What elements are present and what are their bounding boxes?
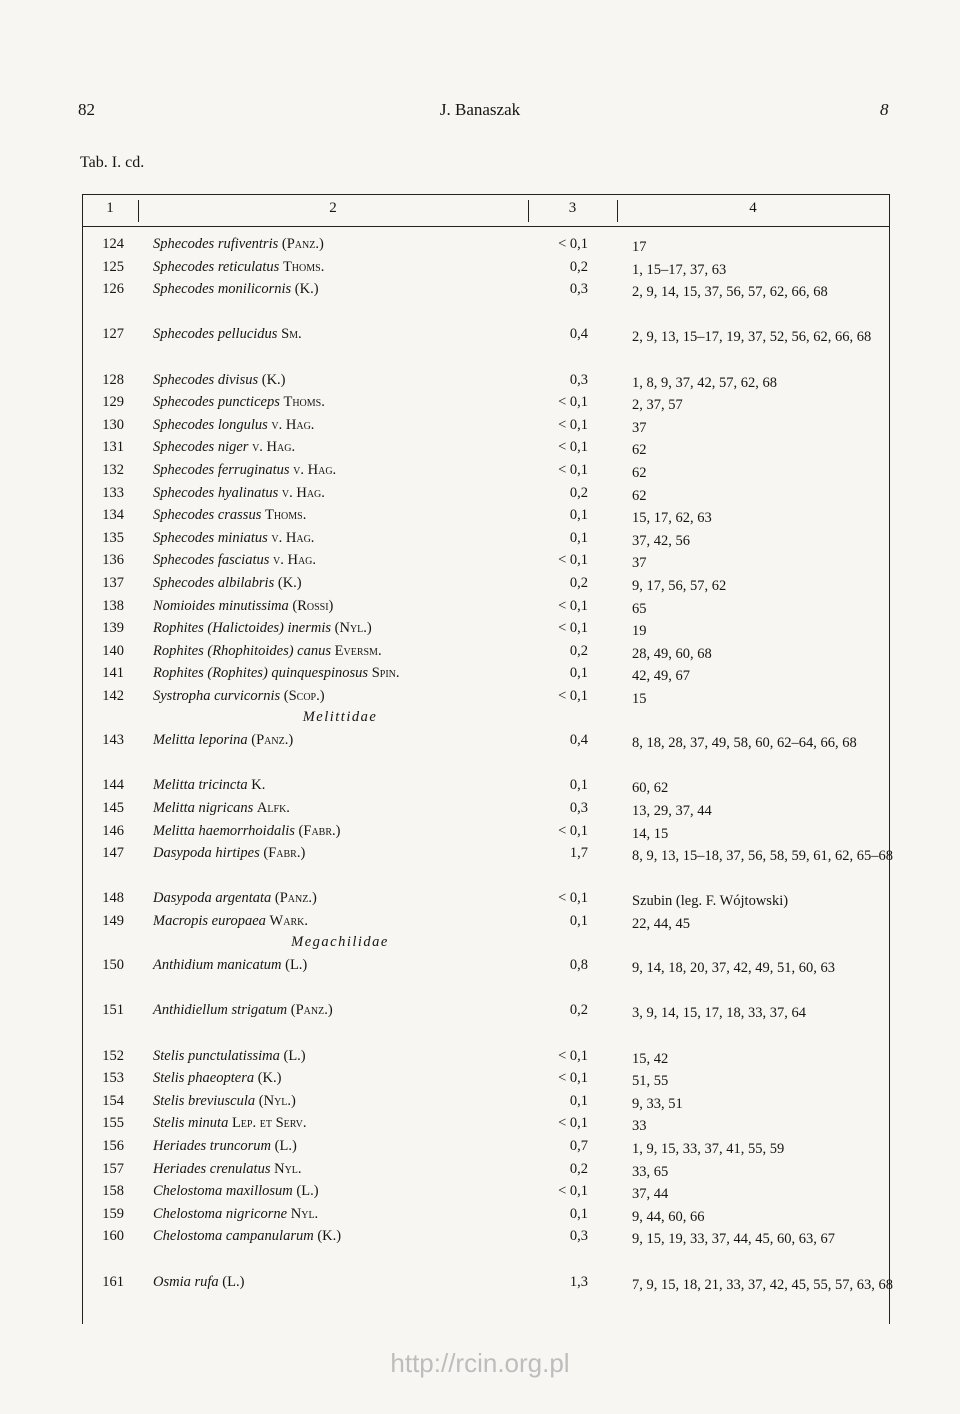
species-name (153, 552, 533, 569)
row-number: 156 (102, 1138, 124, 1154)
species-author: v. Hag. (271, 416, 315, 433)
row-number: 124 (102, 236, 124, 252)
species-author: Sm. (281, 326, 302, 343)
row-number: 158 (102, 1183, 124, 1200)
species-name (153, 439, 533, 456)
locality-list: 62 (632, 487, 647, 504)
species-binomial: Heriades truncorum (153, 1138, 272, 1154)
abundance-value: 0,8 (569, 957, 588, 974)
species-binomial: Melitta leporina (153, 732, 248, 749)
row-number: 155 (102, 1115, 124, 1132)
locality-list: 14, 15 (632, 825, 669, 842)
abundance-value: 0,1 (569, 913, 588, 929)
locality-list: 15, 42 (632, 1050, 669, 1067)
species-author: (Panz.) (281, 236, 324, 252)
row-number: 125 (102, 258, 124, 275)
abundance-value: 0,3 (569, 800, 588, 816)
locality-list: 8, 18, 28, 37, 49, 58, 60, 62–64, 66, 68 (632, 735, 857, 752)
species-name (153, 1206, 533, 1223)
species-author: Wark. (269, 913, 308, 929)
species-name (153, 236, 533, 253)
species-binomial: Stelis punctulatissima (153, 1047, 280, 1064)
table-row (0, 845, 960, 867)
abundance-value: < 0,1 (558, 890, 588, 907)
locality-list: 9, 17, 56, 57, 62 (632, 578, 727, 594)
row-number: 147 (102, 845, 124, 862)
locality-list: 51, 55 (632, 1073, 669, 1090)
table-row (0, 552, 960, 574)
table-row (0, 1093, 960, 1115)
species-binomial: Rophites (Rhophitoides) canus (153, 642, 332, 659)
species-author: (L.) (283, 1047, 306, 1064)
species-binomial: Systropha curvicornis (153, 688, 281, 704)
species-author: (L.) (296, 1183, 319, 1200)
abundance-value: < 0,1 (558, 552, 588, 569)
abundance-value: < 0,1 (558, 1183, 588, 1200)
locality-list: 9, 44, 60, 66 (632, 1208, 705, 1225)
row-number: 143 (102, 732, 124, 749)
species-author: K. (251, 777, 266, 794)
abundance-value: 0,1 (569, 777, 588, 794)
abundance-value: 0,1 (569, 1205, 588, 1222)
species-author: (Panz.) (290, 1002, 333, 1019)
species-name (153, 913, 533, 930)
locality-list: 22, 44, 45 (632, 916, 690, 932)
row-number: 135 (102, 529, 124, 546)
abundance-value: 0,1 (569, 507, 588, 524)
footer-watermark-url: http://rcin.org.pl (390, 1348, 570, 1378)
locality-list: 60, 62 (632, 780, 669, 797)
table-row (0, 957, 960, 979)
species-name (153, 462, 533, 479)
table-row (0, 1228, 960, 1250)
row-number: 140 (102, 642, 124, 659)
species-name (153, 372, 533, 389)
table-row (0, 665, 960, 687)
species-binomial: Sphecodes hyalinatus (153, 484, 279, 501)
species-name (153, 281, 533, 298)
species-author: (K.) (257, 1070, 282, 1087)
abundance-value: 1,7 (569, 845, 588, 862)
species-name (153, 1048, 533, 1065)
locality-list: 7, 9, 15, 18, 21, 33, 37, 42, 45, 55, 57, 63, 68 (632, 1276, 893, 1293)
species-name (153, 1228, 533, 1245)
row-number: 131 (102, 439, 124, 456)
abundance-value: < 0,1 (558, 394, 588, 411)
row-number: 159 (102, 1205, 124, 1222)
locality-list: 17 (632, 239, 647, 255)
table-row (0, 890, 960, 912)
abundance-value: 0,2 (569, 258, 588, 275)
row-number: 148 (102, 890, 124, 907)
abundance-value: < 0,1 (558, 597, 588, 614)
species-name (153, 598, 533, 615)
locality-list: 33, 65 (632, 1163, 669, 1180)
species-binomial: Melitta nigricans (153, 800, 254, 816)
species-author: (L.) (274, 1138, 297, 1154)
species-name (153, 620, 533, 637)
abundance-value: 0,2 (569, 1002, 588, 1019)
abundance-value: 0,1 (569, 529, 588, 546)
species-author: (Panz.) (274, 890, 317, 907)
species-author: Spin. (371, 665, 400, 682)
abundance-value: < 0,1 (558, 416, 588, 433)
abundance-value: < 0,1 (558, 688, 588, 704)
family-heading-row (0, 934, 960, 956)
species-binomial: Sphecodes longulus (153, 416, 268, 433)
row-number: 130 (102, 416, 124, 433)
species-name (153, 507, 533, 524)
species-binomial: Sphecodes miniatus (153, 529, 268, 546)
column-header-3: 3 (568, 200, 577, 216)
species-binomial: Melitta haemorrhoidalis (153, 822, 295, 839)
table-row (0, 1002, 960, 1024)
species-name (153, 1002, 533, 1019)
row-number: 161 (102, 1273, 124, 1290)
species-binomial: Macropis europaea (153, 913, 266, 929)
table-row (0, 620, 960, 642)
species-binomial: Osmia rufa (153, 1273, 219, 1290)
locality-list: 15, 17, 62, 63 (632, 510, 712, 527)
column-header-2: 2 (329, 200, 337, 216)
row-number: 146 (102, 822, 124, 839)
species-binomial: Chelostoma campanularum (153, 1228, 314, 1245)
table-row (0, 530, 960, 552)
abundance-value: 0,1 (569, 1092, 588, 1109)
locality-list: 62 (632, 442, 647, 459)
species-binomial: Dasypoda hirtipes (153, 845, 260, 862)
table-row (0, 236, 960, 258)
table-caption: Tab. I. cd. (80, 154, 145, 171)
species-name (153, 777, 533, 794)
row-number: 153 (102, 1070, 124, 1087)
species-name (153, 957, 533, 974)
species-binomial: Anthidiellum strigatum (153, 1002, 288, 1019)
table-row (0, 732, 960, 754)
species-name (153, 890, 533, 907)
table-row (0, 643, 960, 665)
species-binomial: Sphecodes reticulatus (153, 258, 280, 275)
species-binomial: Sphecodes niger (153, 439, 249, 456)
abundance-value: 0,2 (569, 575, 588, 591)
table-row (0, 1048, 960, 1070)
species-name (153, 1138, 533, 1155)
species-name (153, 1161, 533, 1178)
table-top-rule (82, 194, 890, 195)
abundance-value: 0,3 (569, 281, 588, 298)
species-author: v. Hag. (281, 484, 325, 501)
table-row (0, 777, 960, 799)
species-name (153, 394, 533, 411)
column-header-1: 1 (106, 200, 114, 216)
locality-list: 2, 9, 14, 15, 37, 56, 57, 62, 66, 68 (632, 284, 828, 301)
row-number: 126 (102, 281, 124, 298)
species-binomial: Stelis phaeoptera (153, 1070, 255, 1087)
abundance-value: 0,3 (569, 371, 588, 388)
locality-list: 9, 33, 51 (632, 1095, 683, 1112)
locality-list: 9, 14, 18, 20, 37, 42, 49, 51, 60, 63 (632, 960, 835, 977)
species-binomial: Nomioides minutissima (153, 597, 289, 614)
table-row (0, 1161, 960, 1183)
abundance-value: 0,4 (569, 732, 588, 749)
species-binomial: Chelostoma nigricorne (153, 1205, 288, 1222)
species-name (153, 417, 533, 434)
species-author: Thoms. (264, 507, 307, 524)
abundance-value: 1,3 (569, 1273, 588, 1290)
locality-list: 2, 9, 13, 15–17, 19, 37, 52, 56, 62, 66, 68 (632, 329, 872, 346)
species-binomial: Anthidium manicatum (153, 957, 282, 974)
species-binomial: Rophites (Halictoides) inermis (153, 620, 332, 637)
row-number: 133 (102, 484, 124, 501)
row-number: 145 (102, 800, 124, 816)
table-row (0, 1115, 960, 1137)
abundance-value: 0,3 (569, 1228, 588, 1245)
species-name (153, 688, 533, 705)
locality-list: 13, 29, 37, 44 (632, 803, 712, 819)
species-author: Lep. et Serv. (231, 1115, 307, 1132)
species-binomial: Stelis minuta (153, 1115, 229, 1132)
species-author: (Fabr.) (263, 845, 306, 862)
species-name (153, 1274, 533, 1291)
species-binomial: Sphecodes monilicornis (153, 281, 292, 298)
species-name (153, 1115, 533, 1132)
species-name (153, 530, 533, 547)
family-heading: Megachilidae (291, 933, 389, 950)
journal-number: 8 (880, 100, 889, 119)
table-header-rule (82, 226, 890, 227)
row-number: 152 (102, 1047, 124, 1064)
table-row (0, 688, 960, 710)
locality-list: 62 (632, 465, 647, 481)
species-author: v. Hag. (273, 552, 317, 569)
row-number: 150 (102, 957, 124, 974)
species-author: (Nyl.) (334, 620, 372, 637)
species-author: (Nyl.) (258, 1092, 296, 1109)
species-author: Thoms. (282, 258, 325, 275)
table-row (0, 417, 960, 439)
species-author: (Panz.) (251, 732, 294, 749)
species-name (153, 575, 533, 592)
table-row (0, 326, 960, 348)
table-row (0, 1274, 960, 1296)
locality-list: 28, 49, 60, 68 (632, 645, 712, 662)
row-number: 132 (102, 462, 124, 478)
abundance-value: 0,7 (569, 1138, 588, 1154)
locality-list: 65 (632, 600, 647, 617)
row-number: 128 (102, 371, 124, 388)
locality-list: 37, 44 (632, 1186, 669, 1203)
species-author: v. Hag. (271, 529, 315, 546)
table-row (0, 439, 960, 461)
species-binomial: Stelis breviuscula (153, 1092, 256, 1109)
species-name (153, 665, 533, 682)
abundance-value: 0,2 (569, 1160, 588, 1177)
species-author: (Scop.) (283, 688, 325, 704)
species-author: Nyl. (290, 1205, 319, 1222)
abundance-value: 0,1 (569, 665, 588, 682)
locality-list: 1, 9, 15, 33, 37, 41, 55, 59 (632, 1141, 785, 1157)
table-row (0, 575, 960, 597)
species-name (153, 800, 533, 817)
species-author: Nyl. (274, 1160, 302, 1177)
abundance-value: < 0,1 (558, 236, 588, 252)
abundance-value: < 0,1 (558, 1070, 588, 1087)
species-author: (K.) (261, 371, 286, 388)
species-name (153, 1070, 533, 1087)
species-author: (K.) (277, 575, 302, 591)
species-name (153, 1183, 533, 1200)
species-author: (L.) (285, 957, 308, 974)
species-author: Thoms. (283, 394, 325, 411)
abundance-value: 0,2 (569, 484, 588, 501)
species-author: Eversm. (334, 642, 382, 659)
species-name (153, 823, 533, 840)
species-name (153, 732, 533, 749)
species-binomial: Heriades crenulatus (153, 1160, 271, 1177)
table-row (0, 462, 960, 484)
running-head: J. Banaszak (439, 100, 521, 119)
species-author: v. Hag. (252, 439, 296, 456)
species-author: (K.) (294, 281, 319, 298)
species-name (153, 326, 533, 343)
species-binomial: Chelostoma maxillosum (153, 1183, 293, 1200)
abundance-value: < 0,1 (558, 620, 588, 637)
abundance-value: < 0,1 (558, 439, 588, 456)
row-number: 151 (102, 1002, 124, 1019)
locality-list: 8, 9, 13, 15–18, 37, 56, 58, 59, 61, 62, 65–68 (632, 848, 893, 865)
table-row (0, 800, 960, 822)
table-row (0, 485, 960, 507)
table-row (0, 259, 960, 281)
species-author: (Fabr.) (298, 822, 341, 839)
row-number: 139 (102, 620, 124, 637)
table-row (0, 281, 960, 303)
table-row (0, 598, 960, 620)
locality-list: Szubin (leg. F. Wójtowski) (632, 893, 789, 910)
species-name (153, 845, 533, 862)
species-binomial: Sphecodes albilabris (153, 575, 275, 591)
abundance-value: 0,2 (569, 642, 588, 659)
species-binomial: Sphecodes divisus (153, 371, 259, 388)
row-number: 137 (102, 575, 124, 591)
row-number: 129 (102, 394, 124, 411)
abundance-value: < 0,1 (558, 1047, 588, 1064)
species-author: v. Hag. (293, 462, 337, 478)
table-row (0, 823, 960, 845)
species-name (153, 643, 533, 660)
row-number: 154 (102, 1092, 124, 1109)
abundance-value: 0,4 (569, 326, 588, 343)
locality-list: 15 (632, 691, 647, 707)
locality-list: 3, 9, 14, 15, 17, 18, 33, 37, 64 (632, 1005, 806, 1022)
locality-list: 9, 15, 19, 33, 37, 44, 45, 60, 63, 67 (632, 1231, 835, 1248)
row-number: 127 (102, 326, 124, 343)
species-binomial: Melitta tricincta (153, 777, 248, 794)
locality-list: 37 (632, 419, 647, 436)
locality-list: 42, 49, 67 (632, 668, 690, 685)
species-name (153, 485, 533, 502)
table-row (0, 913, 960, 935)
row-number: 141 (102, 665, 124, 682)
table-row (0, 372, 960, 394)
table-row (0, 1183, 960, 1205)
species-binomial: Sphecodes fasciatus (153, 552, 270, 569)
column-header-4: 4 (749, 200, 757, 216)
row-number: 160 (102, 1228, 124, 1245)
species-binomial: Sphecodes rufiventris (153, 236, 279, 252)
table-row (0, 1206, 960, 1228)
locality-list: 19 (632, 623, 647, 640)
abundance-value: < 0,1 (558, 462, 588, 478)
species-name (153, 1093, 533, 1110)
species-binomial: Rophites (Rophites) quinquespinosus (153, 665, 369, 682)
species-binomial: Sphecodes ferruginatus (153, 462, 290, 478)
species-author: (Rossi) (292, 597, 334, 614)
locality-list: 33 (632, 1118, 647, 1135)
table-row (0, 1138, 960, 1160)
abundance-value: < 0,1 (558, 1115, 588, 1132)
row-number: 157 (102, 1160, 124, 1177)
row-number: 134 (102, 507, 124, 524)
locality-list: 2, 37, 57 (632, 397, 683, 414)
row-number: 149 (102, 913, 124, 929)
locality-list: 37, 42, 56 (632, 532, 690, 549)
row-number: 142 (102, 688, 124, 704)
species-binomial: Sphecodes crassus (153, 507, 262, 524)
row-number: 136 (102, 552, 124, 569)
species-author: Alfk. (256, 800, 290, 816)
family-heading-row (0, 709, 960, 731)
locality-list: 1, 15–17, 37, 63 (632, 261, 727, 278)
species-binomial: Sphecodes puncticeps (153, 394, 280, 411)
table-row (0, 507, 960, 529)
table-row (0, 1070, 960, 1092)
row-number: 138 (102, 597, 124, 614)
species-binomial: Sphecodes pellucidus (153, 326, 278, 343)
species-binomial: Dasypoda argentata (153, 890, 272, 907)
row-number: 144 (102, 777, 124, 794)
page-number: 82 (78, 100, 95, 119)
species-author: (L.) (222, 1273, 245, 1290)
locality-list: 37 (632, 555, 647, 572)
family-heading: Melittidae (302, 708, 378, 725)
species-name (153, 259, 533, 276)
table-row (0, 394, 960, 416)
locality-list: 1, 8, 9, 37, 42, 57, 62, 68 (632, 374, 777, 391)
species-author: (K.) (317, 1228, 342, 1245)
abundance-value: < 0,1 (558, 822, 588, 839)
